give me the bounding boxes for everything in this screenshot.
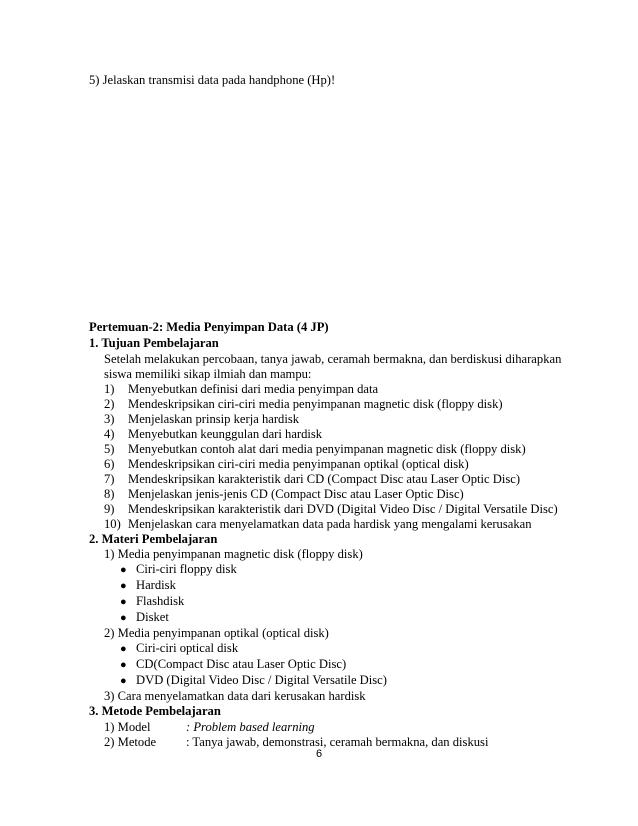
bullet-icon: ● — [120, 596, 127, 608]
tujuan-intro-1: Setelah melakukan percobaan, tanya jawab, ceramah bermakna, dan berdiskusi diharapkan — [104, 352, 562, 366]
list-item — [104, 502, 558, 517]
metode-row-1 — [104, 720, 315, 735]
list-text: Menjelaskan jenis-jenis CD (Compact Disc atau Laser Optic Disc) — [128, 487, 464, 501]
list-item — [104, 427, 322, 442]
list-number: 10) — [104, 517, 121, 531]
bullet-icon: ● — [120, 612, 127, 624]
materi-sub-3: 3) Cara menyelamatkan data dari kerusakan hardisk — [104, 689, 366, 703]
bullet-text: Ciri-ciri optical disk — [136, 641, 239, 655]
bullet-icon: ● — [120, 659, 127, 671]
bullet-text: Hardisk — [136, 578, 176, 592]
list-number: 6) — [104, 457, 115, 471]
bullet-icon: ● — [120, 564, 127, 576]
bullet-item — [120, 578, 176, 594]
list-text: Mendeskripsikan ciri-ciri media penyimpanan optikal (optical disk) — [128, 457, 469, 471]
question-5: 5) Jelaskan transmisi data pada handphone (Hp)! — [89, 73, 336, 87]
list-item — [104, 487, 464, 502]
metode-label: 2) Metode — [104, 735, 157, 749]
metode-value: : Problem based learning — [186, 720, 315, 734]
bullet-icon: ● — [120, 643, 127, 655]
bullet-item — [120, 641, 238, 657]
list-text: Menyebutkan keunggulan dari hardisk — [128, 427, 323, 441]
list-item — [104, 397, 503, 412]
list-number: 1) — [104, 382, 115, 396]
list-number: 4) — [104, 427, 115, 441]
list-item — [104, 472, 520, 487]
bullet-item — [120, 657, 346, 673]
materi-sub-1: 1) Media penyimpanan magnetic disk (floppy disk) — [104, 547, 363, 561]
bullet-text: DVD (Digital Video Disc / Digital Versatile Disc) — [136, 673, 387, 687]
bullet-item — [120, 673, 387, 689]
list-text: Mendeskripsikan karakteristik dari DVD (Digital Video Disc / Digital Versatile Disc) — [128, 502, 558, 516]
materi-sub-2: 2) Media penyimpanan optikal (optical disk) — [104, 626, 329, 640]
bullet-text: CD(Compact Disc atau Laser Optic Disc) — [136, 657, 347, 671]
list-text: Mendeskripsikan karakteristik dari CD (Compact Disc atau Laser Optic Disc) — [128, 472, 521, 486]
bullet-icon: ● — [120, 675, 127, 687]
list-number: 9) — [104, 502, 115, 516]
list-text: Menyebutkan contoh alat dari media penyimpanan magnetic disk (floppy disk) — [128, 442, 526, 456]
list-item — [104, 382, 378, 397]
metode-value: : Tanya jawab, demonstrasi, ceramah bermakna, dan diskusi — [186, 735, 489, 749]
list-number: 7) — [104, 472, 115, 486]
heading-metode: 3. Metode Pembelajaran — [89, 704, 221, 718]
heading-tujuan: 1. Tujuan Pembelajaran — [89, 336, 219, 350]
list-item — [104, 517, 532, 532]
list-text: Menjelaskan cara menyelamatkan data pada hardisk yang mengalami kerusakan — [128, 517, 532, 531]
bullet-item — [120, 594, 184, 610]
list-text: Menyebutkan definisi dari media penyimpan data — [128, 382, 379, 396]
tujuan-intro-2: siswa memiliki sikap ilmiah dan mampu: — [104, 367, 312, 381]
page-number: 6 — [315, 748, 323, 760]
bullet-text: Ciri-ciri floppy disk — [136, 562, 237, 576]
list-number: 3) — [104, 412, 115, 426]
bullet-text: Flashdisk — [136, 594, 185, 608]
list-item — [104, 457, 469, 472]
list-item — [104, 442, 526, 457]
list-text: Menjelaskan prinsip kerja hardisk — [128, 412, 300, 426]
list-number: 2) — [104, 397, 115, 411]
section-title: Pertemuan-2: Media Penyimpan Data (4 JP) — [89, 320, 329, 334]
list-number: 8) — [104, 487, 115, 501]
list-item — [104, 412, 299, 427]
bullet-text: Disket — [136, 610, 169, 624]
list-text: Mendeskripsikan ciri-ciri media penyimpanan magnetic disk (floppy disk) — [128, 397, 503, 411]
bullet-item — [120, 562, 237, 578]
heading-materi: 2. Materi Pembelajaran — [89, 532, 218, 546]
bullet-item — [120, 610, 169, 626]
metode-label: 1) Model — [104, 720, 151, 734]
bullet-icon: ● — [120, 580, 127, 592]
list-number: 5) — [104, 442, 115, 456]
